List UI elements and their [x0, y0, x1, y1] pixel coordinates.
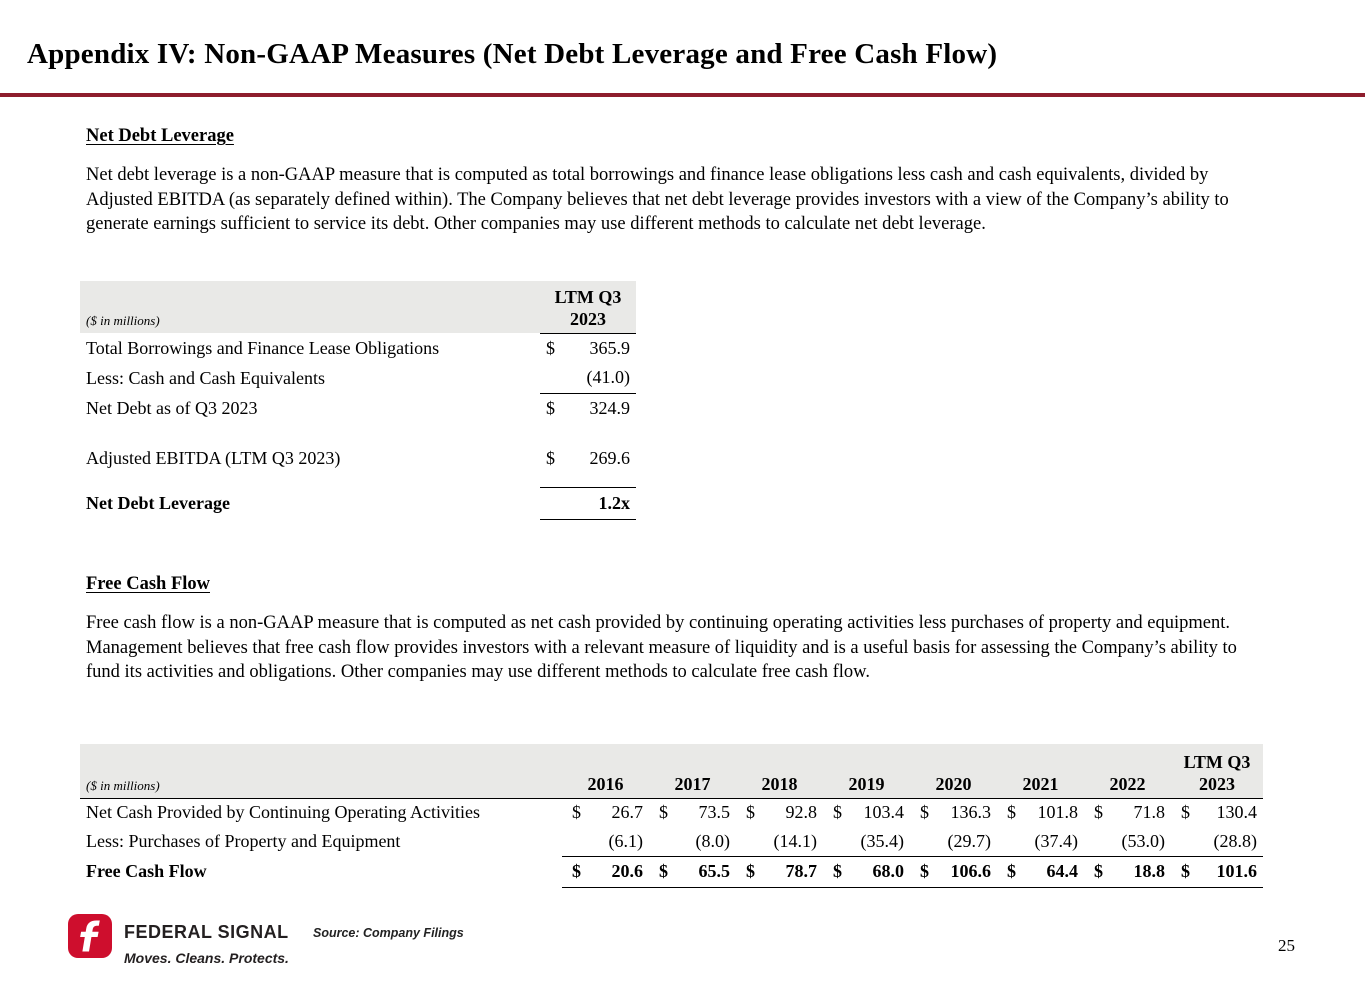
cell-value: 18.8 [1133, 861, 1165, 881]
cell-value: (29.7) [947, 830, 991, 851]
fcf-paragraph: Free cash flow is a non-GAAP measure that is computed as net cash provided by continuing operating activities less purchases of property and equipment. Management believes that free cash flow provides investors with a relevant measure of liquidity and is a useful basis for assessing the Company’s ability to fund its activities and obligations. Other companies may use different methods to calculate free cash flow. [86, 613, 1237, 683]
cell-value: 130.4 [1216, 802, 1257, 823]
federal-signal-logo-icon [66, 912, 114, 960]
cell-value: (37.4) [1034, 830, 1078, 851]
fcf-section [86, 574, 1266, 685]
cell-value: 365.9 [589, 337, 630, 358]
row-value-cell [540, 487, 636, 519]
fcf-heading: Free Cash Flow [86, 574, 210, 594]
year-label: 2018 [761, 773, 798, 794]
value-cell [1171, 798, 1263, 827]
table-row [80, 798, 1263, 827]
value-cell [1084, 856, 1171, 887]
spacer-row [80, 473, 636, 487]
cell-value: 103.4 [863, 802, 904, 823]
row-label: Less: Purchases of Property and Equipment [86, 831, 401, 851]
cell-value: 73.5 [698, 802, 730, 823]
cell-value: 78.7 [785, 861, 817, 881]
cell-value: 20.6 [611, 861, 643, 881]
cell-value: 71.8 [1133, 802, 1165, 823]
row-label: Net Debt Leverage [86, 492, 230, 513]
table-row-total [80, 487, 636, 519]
value-cell [649, 798, 736, 827]
page-title: Appendix IV: Non-GAAP Measures (Net Debt Leverage and Free Cash Flow) [27, 38, 998, 70]
year-header [736, 744, 823, 798]
footer-brand-block [124, 922, 289, 966]
net-debt-period-line1: LTM Q3 [554, 286, 622, 307]
table-row [80, 393, 636, 423]
year-label-line2: 2023 [1199, 773, 1235, 794]
currency-symbol: $ [572, 802, 581, 823]
cell-value: 269.6 [589, 447, 630, 468]
year-header [649, 744, 736, 798]
cell-value: (6.1) [608, 830, 643, 851]
brand-name: FEDERAL SIGNAL [124, 922, 289, 942]
year-label: 2020 [935, 773, 972, 794]
value-cell [736, 827, 823, 856]
cell-value: (53.0) [1121, 830, 1165, 851]
cell-value: (8.0) [695, 830, 730, 851]
cell-value: 92.8 [785, 802, 817, 823]
row-label: Net Cash Provided by Continuing Operating Activities [86, 802, 480, 823]
year-label-line1: LTM Q3 [1183, 751, 1251, 772]
value-cell [562, 798, 649, 827]
page-number: 25 [1278, 936, 1295, 955]
value-cell [649, 827, 736, 856]
cell-value: (35.4) [860, 830, 904, 851]
cell-value: 68.0 [872, 861, 904, 881]
year-header [562, 744, 649, 798]
table-row [80, 443, 636, 473]
net-debt-units-cell [80, 281, 540, 333]
year-label: 2017 [674, 773, 711, 794]
cell-value: 64.4 [1046, 861, 1078, 881]
table-row-total [80, 856, 1263, 887]
currency-symbol: $ [546, 447, 555, 468]
year-header-ltm [1171, 744, 1263, 798]
row-label: Total Borrowings and Finance Lease Obligations [86, 337, 440, 358]
value-cell [997, 827, 1084, 856]
fcf-units-label: ($ in millions) [86, 777, 160, 793]
currency-symbol: $ [546, 337, 555, 358]
currency-symbol: $ [1007, 861, 1016, 881]
cell-value: (14.1) [773, 830, 817, 851]
currency-symbol: $ [659, 802, 668, 823]
value-cell [823, 856, 910, 887]
cell-value: 324.9 [589, 397, 630, 418]
currency-symbol: $ [1181, 802, 1190, 823]
value-cell [997, 798, 1084, 827]
value-cell [1084, 827, 1171, 856]
fcf-table-header-row [80, 744, 1263, 798]
row-value-cell [540, 443, 636, 473]
currency-symbol: $ [1094, 861, 1103, 881]
net-debt-table [80, 281, 636, 520]
table-row [80, 333, 636, 363]
year-label: 2016 [587, 773, 624, 794]
value-cell [997, 856, 1084, 887]
year-label: 2021 [1022, 773, 1059, 794]
net-debt-heading: Net Debt Leverage [86, 126, 234, 146]
row-label: Free Cash Flow [86, 861, 207, 881]
spacer-row [80, 423, 636, 443]
value-cell [910, 856, 997, 887]
row-label: Net Debt as of Q3 2023 [86, 397, 258, 418]
year-header [910, 744, 997, 798]
cell-value: (28.8) [1213, 830, 1257, 851]
value-cell [736, 798, 823, 827]
fcf-table [80, 744, 1263, 888]
value-cell [910, 827, 997, 856]
currency-symbol: $ [1007, 802, 1016, 823]
title-divider-rule [0, 93, 1365, 97]
table-row [80, 827, 1263, 856]
currency-symbol: $ [746, 802, 755, 823]
currency-symbol: $ [572, 861, 581, 881]
year-header [823, 744, 910, 798]
currency-symbol: $ [546, 397, 555, 418]
year-header [997, 744, 1084, 798]
cell-value: 101.8 [1037, 802, 1078, 823]
row-value-cell [540, 363, 636, 393]
value-cell [649, 856, 736, 887]
brand-tagline: Moves. Cleans. Protects. [124, 950, 289, 966]
currency-symbol: $ [920, 802, 929, 823]
currency-symbol: $ [833, 802, 842, 823]
row-value-cell [540, 333, 636, 363]
fcf-units-cell [80, 744, 562, 798]
currency-symbol: $ [920, 861, 929, 881]
cell-value: 101.6 [1216, 861, 1257, 881]
currency-symbol: $ [1181, 861, 1190, 881]
currency-symbol: $ [659, 861, 668, 881]
value-cell [1171, 856, 1263, 887]
value-cell [562, 856, 649, 887]
net-debt-period-header [540, 281, 636, 333]
cell-value: 136.3 [950, 802, 991, 823]
net-debt-section [86, 126, 1266, 237]
cell-value: (41.0) [586, 367, 630, 388]
cell-value: 106.6 [950, 861, 991, 881]
value-cell [1084, 798, 1171, 827]
value-cell [562, 827, 649, 856]
value-cell [823, 827, 910, 856]
value-cell [1171, 827, 1263, 856]
row-value-cell [540, 393, 636, 423]
currency-symbol: $ [1094, 802, 1103, 823]
cell-value: 26.7 [611, 802, 643, 823]
net-debt-table-header-row [80, 281, 636, 333]
source-note: Source: Company Filings [313, 926, 464, 940]
year-header [1084, 744, 1171, 798]
table-row [80, 363, 636, 393]
currency-symbol: $ [746, 861, 755, 881]
year-label: 2022 [1109, 773, 1146, 794]
value-cell [736, 856, 823, 887]
value-cell [823, 798, 910, 827]
row-label: Adjusted EBITDA (LTM Q3 2023) [86, 447, 341, 468]
net-debt-period-line2: 2023 [570, 308, 606, 329]
cell-value: 1.2x [598, 492, 630, 513]
net-debt-paragraph: Net debt leverage is a non-GAAP measure that is computed as total borrowings and finance lease obligations less cash and cash equivalents, divided by Adjusted EBITDA (as separately defined within). The Company believes that net debt leverage provides investors with a view of the Company’s ability to generate earnings sufficient to service its debt. Other companies may use different methods to calculate net debt leverage. [86, 165, 1229, 235]
value-cell [910, 798, 997, 827]
net-debt-units-label: ($ in millions) [86, 313, 160, 328]
row-label: Less: Cash and Cash Equivalents [86, 367, 325, 388]
year-label: 2019 [848, 773, 885, 794]
currency-symbol: $ [833, 861, 842, 881]
cell-value: 65.5 [698, 861, 730, 881]
